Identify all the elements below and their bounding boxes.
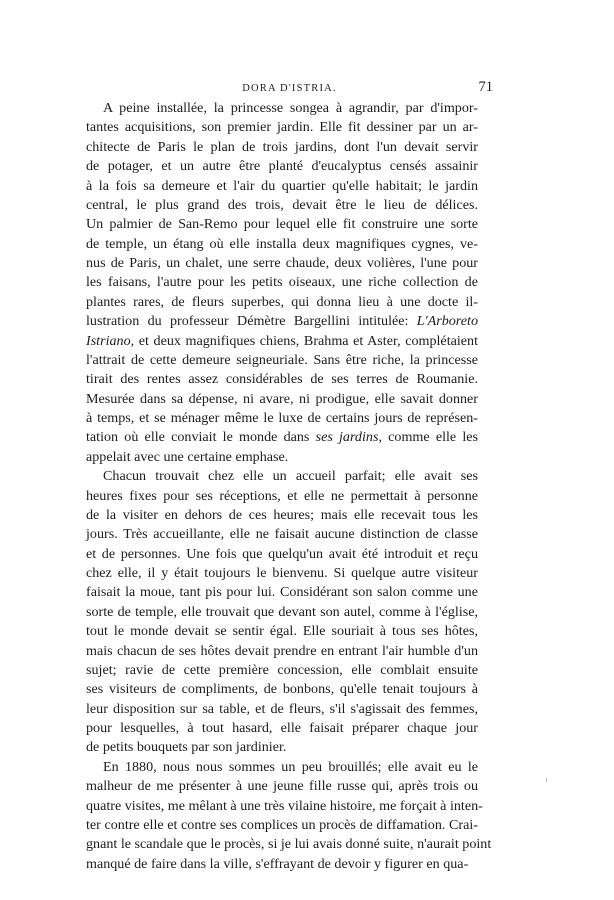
line-text: de temple, un étang où elle installa deux magnifiques cygnes, ve- xyxy=(86,235,478,252)
italic-text: Istriano xyxy=(86,332,131,349)
text-line xyxy=(86,370,478,389)
line-text: tirait des rentes assez considérables de ses terres de Roumanie. xyxy=(86,371,478,388)
text-line xyxy=(86,118,478,137)
body-text xyxy=(86,99,492,874)
line-text: nus de Paris, un chalet, une serre chaude, deux volières, l'une pour xyxy=(86,255,478,271)
text-line xyxy=(86,312,478,331)
text-line xyxy=(86,390,478,409)
line-text: tation où elle conviait le monde dans xyxy=(86,429,316,446)
text-line xyxy=(86,99,478,118)
line-text: central, le plus grand des trois, devait être le lieu de délices. xyxy=(86,196,478,213)
text-line xyxy=(86,177,478,196)
line-text: à la fois sa demeure et l'air du quartier qu'elle habitait; le jardin xyxy=(86,177,478,194)
text-line xyxy=(86,254,478,273)
text-line xyxy=(86,157,478,176)
line-text: chez elle, il y était toujours le bienvenu. Si quelque autre visiteur xyxy=(86,565,478,581)
line-text: de potager, et un autre être planté d'eucalyptus censés assainir xyxy=(86,158,478,175)
line-text: A peine installée, la princesse songea à agrandir, par d'impor- xyxy=(103,100,478,116)
text-line xyxy=(86,525,478,544)
text-line xyxy=(86,138,478,157)
text-line xyxy=(86,351,478,370)
text-line xyxy=(86,855,478,874)
text-line xyxy=(86,835,492,854)
text-line xyxy=(86,700,478,719)
line-text: ses visiteurs de compliments, de bonbons, qu'elle tenait toujours à xyxy=(86,681,478,698)
page-number: 71 xyxy=(478,79,493,95)
running-title: DORA D'ISTRIA. xyxy=(242,83,337,94)
line-text: de petits bouquets par son jardinier. xyxy=(86,739,287,756)
line-text: les faisans, l'autre pour les petits oiseaux, une riche collection de xyxy=(86,274,478,291)
line-text: tout le monde devait se sentir égal. Elle souriait à tous ses hôtes, xyxy=(86,623,478,640)
line-text: , et deux magnifiques chiens, Brahma et Aster, complétaient xyxy=(130,332,478,349)
line-text: ter contre elle et contre ses complices un procès de diffamation. Crai- xyxy=(86,816,478,833)
text-line xyxy=(86,545,478,564)
line-text: En 1880, nous nous sommes un peu brouillés; elle avait eu le xyxy=(103,758,478,775)
text-line xyxy=(86,215,478,234)
text-line xyxy=(86,487,478,506)
text-line xyxy=(86,428,478,447)
paragraph xyxy=(86,99,478,467)
text-line xyxy=(86,506,478,525)
line-text: sujet; ravie de cette première concession, elle comblait ensuite xyxy=(86,661,478,678)
line-text: tantes acquisitions, son premier jardin. Elle fit dessiner par un ar- xyxy=(86,119,478,136)
text-line xyxy=(86,661,478,680)
line-text: lustration du professeur Démètre Bargellini intitulée: xyxy=(86,313,417,330)
line-text: Mesurée dans sa dépense, ni avare, ni prodigue, elle savait donner xyxy=(86,390,478,407)
line-text: manqué de faire dans la ville, s'effrayant de devoir y figurer en qua- xyxy=(86,855,469,872)
line-text: faisait la moue, tant pis pour lui. Considérant son salon comme une xyxy=(86,584,478,601)
line-text: pour lesquelles, à tout hasard, elle faisait préparer chaque jour xyxy=(86,720,478,736)
text-line xyxy=(86,738,478,757)
line-text: sorte de temple, elle trouvait que devant son autel, comme à l'église, xyxy=(86,603,478,620)
line-text: de la visiter en dehors de ces heures; mais elle recevait tous les xyxy=(86,506,478,523)
text-line xyxy=(86,235,478,254)
paragraph xyxy=(86,467,478,758)
text-line xyxy=(86,332,478,351)
text-line xyxy=(86,196,478,215)
line-text: gnant le scandale que le procès, si je lui avais donné suite, n'aurait point xyxy=(86,836,492,853)
line-text: Chacun trouvait chez elle un accueil parfait; elle avait ses xyxy=(103,468,478,485)
line-text: , comme elle les xyxy=(378,429,478,446)
text-line xyxy=(86,583,478,602)
text-line xyxy=(86,564,478,583)
line-text: l'attrait de cette demeure seigneuriale. Sans être riche, la princesse xyxy=(86,351,478,368)
italic-text: L'Arboreto xyxy=(416,313,478,330)
text-line xyxy=(86,622,478,641)
text-line xyxy=(86,467,478,486)
text-line xyxy=(86,816,478,835)
text-line xyxy=(86,758,478,777)
text-line xyxy=(86,409,478,428)
line-text: heures fixes pour ses réceptions, et elle ne permettait à personne xyxy=(86,487,478,504)
text-line xyxy=(86,273,478,292)
paragraph xyxy=(86,758,492,874)
line-text: chitecte de Paris le plan de trois jardins, dont l'un devait servir xyxy=(86,138,478,155)
text-line xyxy=(86,293,478,312)
line-text: malheur de me présenter à une jeune fille russe qui, après trois ou xyxy=(86,778,478,795)
text-line xyxy=(86,777,478,796)
text-line xyxy=(86,797,483,816)
page-header xyxy=(86,79,493,99)
line-text: jours. Très accueillante, elle ne faisait aucune distinction de classe xyxy=(86,526,478,543)
line-text: leur disposition sur sa table, et de fleurs, s'il s'agissait des femmes, xyxy=(86,700,478,717)
line-text: appelait avec une certaine emphase. xyxy=(86,448,289,465)
line-text: mais chacun de ses hôtes devait prendre en entrant l'air humble d'un xyxy=(86,642,478,659)
line-text: et de personnes. Une fois que quelqu'un avait été introduit et reçu xyxy=(86,545,478,562)
text-line xyxy=(86,448,478,467)
scan-mark xyxy=(546,778,547,782)
italic-text: ses jardins xyxy=(315,429,379,446)
text-line xyxy=(86,603,478,622)
line-text: quatre visites, me mêlant à une très vilaine histoire, me forçait à inten- xyxy=(86,797,483,814)
text-line xyxy=(86,719,478,738)
line-text: Un palmier de San-Remo pour lequel elle fit construire une sorte xyxy=(86,216,478,233)
text-line xyxy=(86,642,478,661)
line-text: plantes rares, de fleurs superbes, qui donna lieu à une docte il- xyxy=(86,293,478,310)
text-line xyxy=(86,680,478,699)
line-text: à temps, et se ménager même le luxe de certains jours de représen- xyxy=(86,410,478,426)
